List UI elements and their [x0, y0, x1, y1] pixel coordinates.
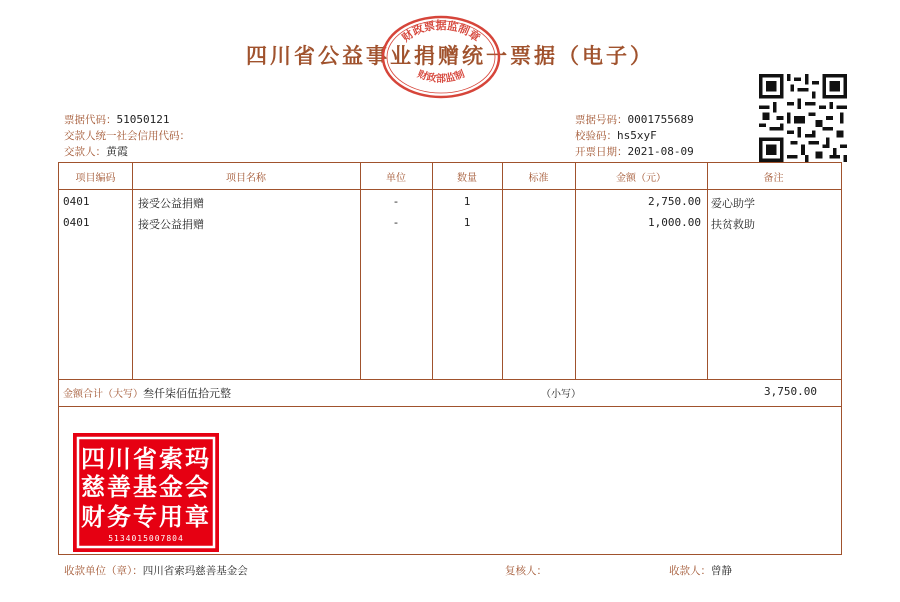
payer-label: 交款人： [64, 146, 106, 158]
total-line [63, 385, 231, 401]
issue-date-value: 2021-08-09 [627, 145, 694, 158]
row-code: 0401 [63, 216, 90, 229]
row-quantity: 1 [463, 216, 471, 229]
col-header-standard: 标准 [528, 173, 549, 184]
check-code-label: 校验码： [575, 130, 617, 142]
row-quantity: 1 [463, 195, 471, 208]
footer-collector [669, 563, 732, 578]
total-small-label: （小写） [541, 389, 581, 400]
row-amount: 2,750.00 [648, 195, 701, 208]
row-remark: 爱心助学 [711, 197, 755, 210]
footer-unit [64, 563, 248, 578]
stamp-line-3: 财务专用章 [81, 502, 211, 531]
row-unit: - [394, 195, 398, 208]
col-divider [132, 163, 133, 380]
invoice-code-line [64, 112, 169, 128]
footer-unit-value: 四川省索玛慈善基金会 [142, 565, 248, 577]
col-header-unit: 单位 [386, 173, 406, 184]
stamp-code: 5134015007804 [108, 534, 184, 543]
stamp-line-1: 四川省索玛 [81, 444, 211, 473]
payer-value: 黄霞 [106, 145, 128, 158]
header-divider [59, 189, 841, 190]
payer-line [64, 144, 128, 160]
footer-reviewer [505, 563, 547, 578]
invoice-number-label: 票据号码： [575, 114, 628, 126]
col-header-quantity: 数量 [457, 173, 477, 184]
invoice-number-value: 0001755689 [627, 113, 694, 126]
stamp-line-2: 慈善基金会 [81, 472, 211, 501]
col-header-code: 项目编码 [75, 173, 116, 184]
row-remark: 扶贫救助 [711, 218, 755, 231]
check-code-line [575, 128, 657, 144]
footer-collector-value: 曾静 [711, 565, 732, 577]
total-uppercase-value: 叁仟柒佰伍拾元整 [143, 387, 231, 400]
invoice-code-label: 票据代码： [64, 114, 117, 126]
row-amount: 1,000.00 [648, 216, 701, 229]
total-amount-value: 3,750.00 [764, 385, 817, 398]
seal-text-bottom: 财政部监制 [415, 68, 467, 85]
total-uppercase-label: 金额合计（大写） [63, 389, 143, 400]
footer-reviewer-label: 复核人： [505, 565, 547, 577]
total-divider-bottom [59, 406, 841, 407]
footer-unit-label: 收款单位（章）： [64, 565, 143, 577]
invoice-number-line [575, 112, 694, 128]
check-code-value: hs5xyF [617, 129, 657, 142]
finance-stamp [73, 433, 219, 552]
official-oval-seal [381, 15, 501, 99]
row-item-name: 接受公益捐赠 [138, 218, 204, 231]
credit-code-label: 交款人统一社会信用代码： [64, 130, 190, 142]
svg-text:财政部监制 [416, 67, 467, 85]
row-unit: - [394, 216, 398, 229]
col-header-amount: 金额（元） [616, 173, 666, 184]
issue-date-label: 开票日期： [575, 146, 628, 158]
credit-code-line [64, 128, 190, 144]
finance-stamp-graphic [73, 433, 219, 552]
total-divider-top [59, 379, 841, 380]
qr-code-icon [759, 74, 847, 162]
col-divider [502, 163, 503, 380]
row-code: 0401 [63, 195, 90, 208]
issue-date-line [575, 144, 694, 160]
col-header-remark: 备注 [763, 173, 784, 184]
footer-collector-label: 收款人： [669, 565, 711, 577]
col-header-name: 项目名称 [226, 173, 266, 184]
row-item-name: 接受公益捐赠 [138, 197, 204, 210]
seal-text-top: 财政票据监制章 [399, 19, 483, 45]
invoice-title: 四川省公益事业捐赠统一票据（电子） [246, 43, 654, 68]
col-divider [707, 163, 708, 380]
invoice-code-value: 51050121 [116, 113, 170, 126]
